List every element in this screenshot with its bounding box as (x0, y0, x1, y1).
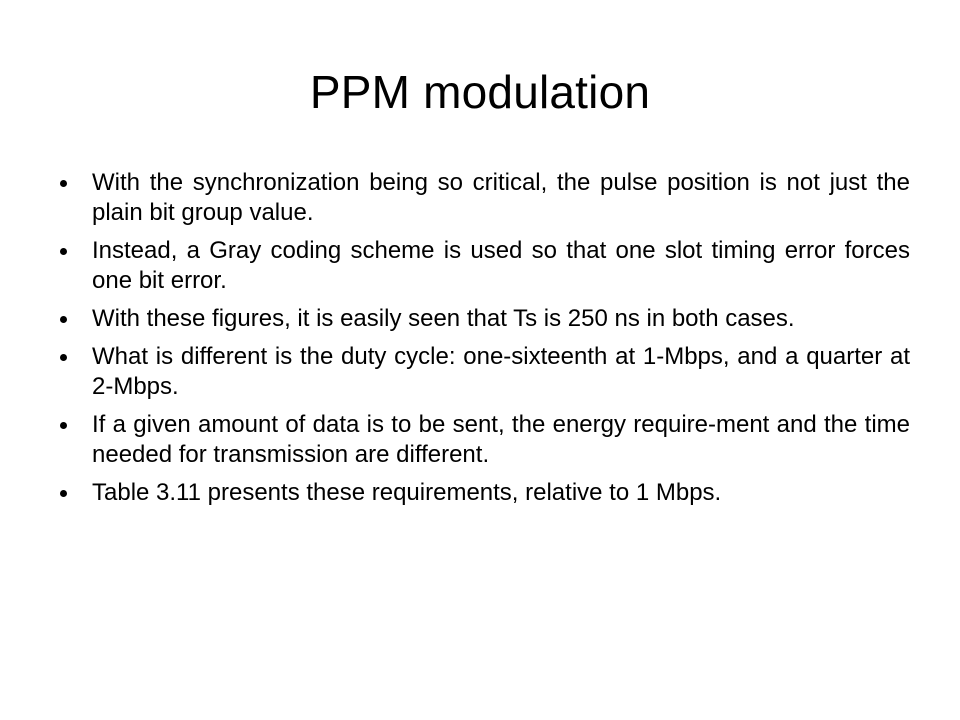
bullet-text: If a given amount of data is to be sent, the energy require-ment and the time needed for transmission are different. (92, 411, 910, 468)
bullet-item (60, 478, 910, 508)
bullet-dot-icon (60, 354, 67, 361)
bullet-text: With the synchronization being so critical, the pulse position is not just the plain bit group value. (92, 169, 910, 226)
bullet-dot-icon (60, 422, 67, 429)
bullet-dot-icon (60, 180, 67, 187)
bullet-text: Instead, a Gray coding scheme is used so that one slot timing error forces one bit error. (92, 237, 910, 294)
bullet-text: With these figures, it is easily seen that Ts is 250 ns in both cases. (92, 305, 795, 332)
bullet-item (60, 410, 910, 470)
bullet-dot-icon (60, 490, 67, 497)
bullet-text: Table 3.11 presents these requirements, relative to 1 Mbps. (92, 479, 722, 506)
bullet-dot-icon (60, 316, 67, 323)
bullet-item (60, 168, 910, 228)
bullet-list (60, 168, 910, 516)
bullet-text: What is different is the duty cycle: one-sixteenth at 1-Mbps, and a quarter at 2-Mbps. (92, 343, 910, 400)
bullet-item (60, 342, 910, 402)
slide-title: PPM modulation (309, 66, 651, 118)
bullet-item (60, 304, 910, 334)
bullet-dot-icon (60, 248, 67, 255)
bullet-item (60, 236, 910, 296)
